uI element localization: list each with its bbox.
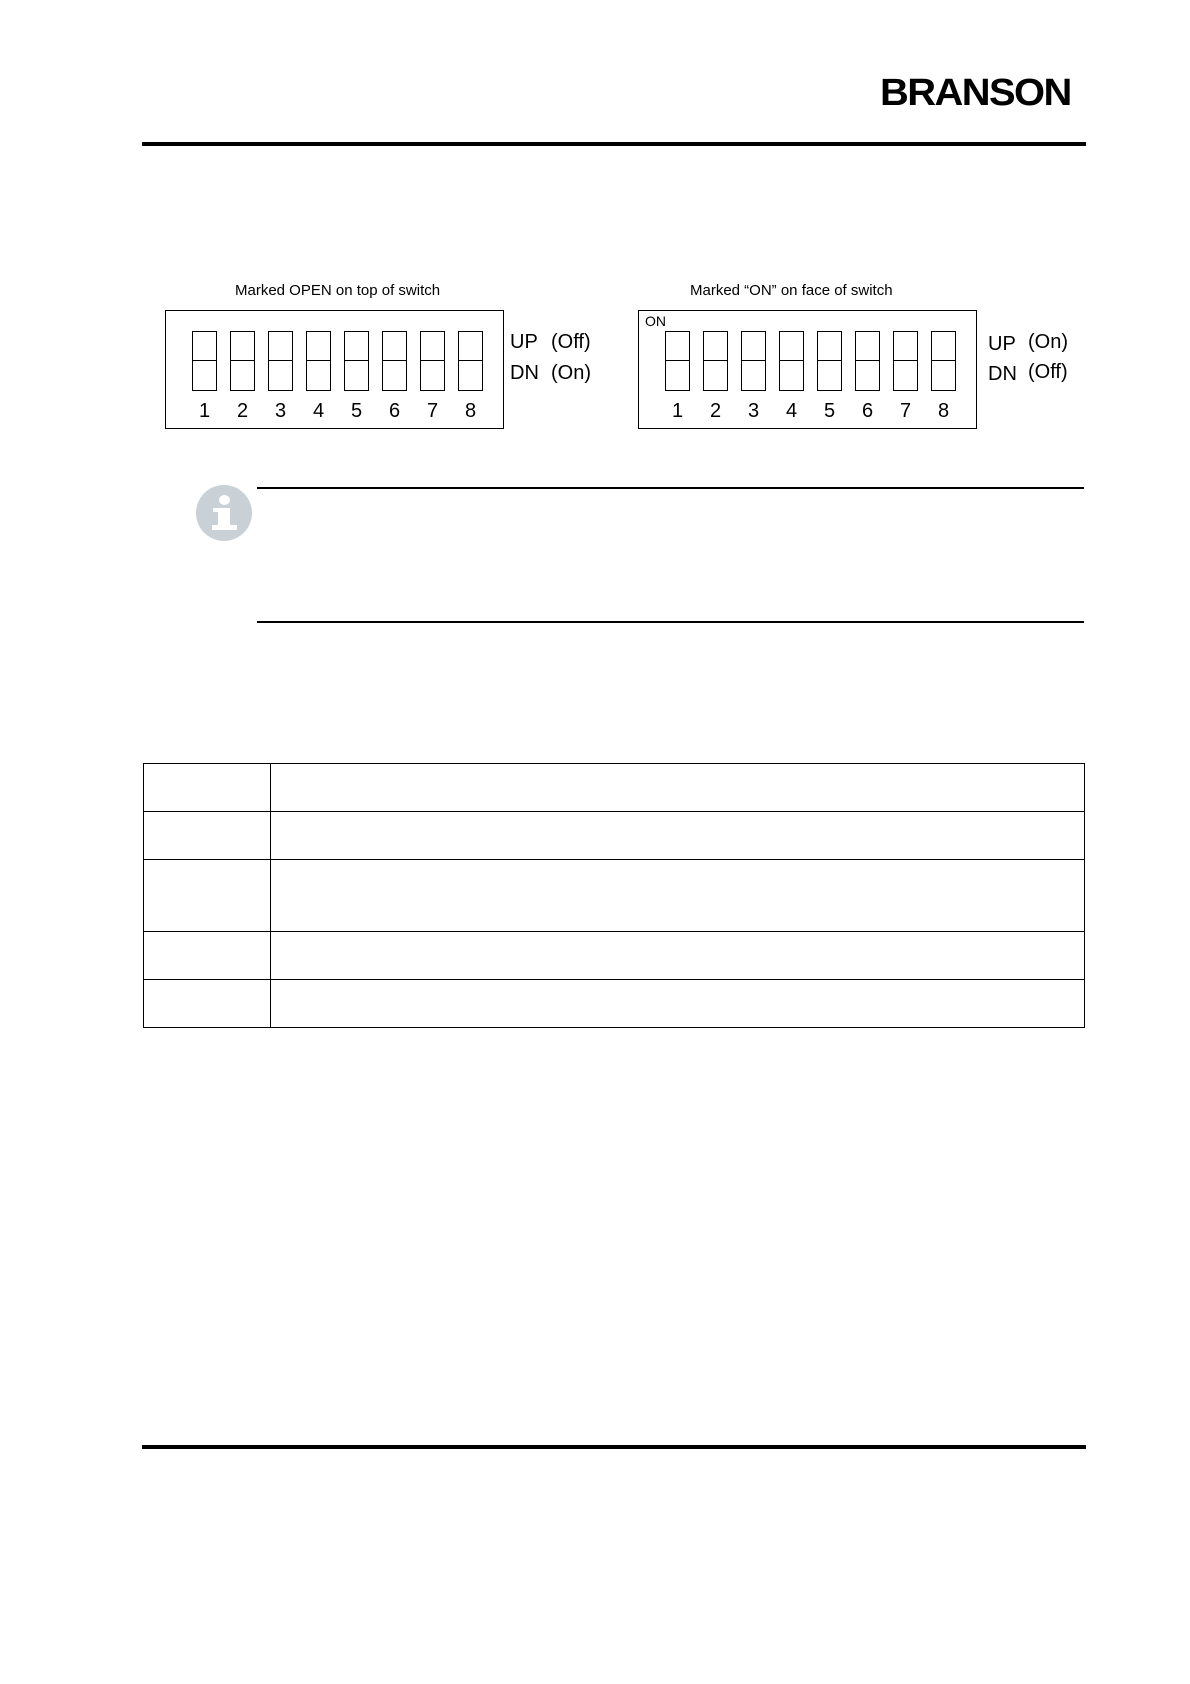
switch-2-rocker-6 xyxy=(855,331,880,391)
note-top-rule xyxy=(257,487,1084,489)
note-bottom-rule xyxy=(257,621,1084,623)
switch-1-number: 1 xyxy=(198,400,211,422)
switch-1-up-label: UP xyxy=(510,331,538,353)
switch-1-caption: Marked OPEN on top of switch xyxy=(235,282,441,299)
switch-1-number: 4 xyxy=(312,400,325,422)
switch-1-down-label: DN xyxy=(510,362,539,384)
switch-1-rocker-2 xyxy=(230,331,255,391)
switch-2-number: 7 xyxy=(899,400,912,422)
switch-1-down-state: (On) xyxy=(551,362,591,384)
switch-2-down-state: (Off) xyxy=(1028,361,1068,383)
table-row xyxy=(144,812,1085,860)
switch-2-rocker-4 xyxy=(779,331,804,391)
switch-1-number: 5 xyxy=(350,400,363,422)
branson-logo: BRANSON xyxy=(880,72,1071,114)
switch-2-rocker-5 xyxy=(817,331,842,391)
switch-2-number: 2 xyxy=(709,400,722,422)
switch-2-number: 5 xyxy=(823,400,836,422)
settings-table xyxy=(143,763,1085,1028)
switch-2-number: 1 xyxy=(671,400,684,422)
switch-1-rocker-8 xyxy=(458,331,483,391)
switch-1-rocker-4 xyxy=(306,331,331,391)
switch-1-number: 6 xyxy=(388,400,401,422)
switch-2-number: 3 xyxy=(747,400,760,422)
switch-2-rocker-3 xyxy=(741,331,766,391)
switch-2-rocker-2 xyxy=(703,331,728,391)
info-icon xyxy=(196,485,252,541)
switch-1-rocker-1 xyxy=(192,331,217,391)
switch-1-number: 3 xyxy=(274,400,287,422)
switch-2-rocker-1 xyxy=(665,331,690,391)
switch-2-down-label: DN xyxy=(988,363,1017,385)
switch-1-number: 8 xyxy=(464,400,477,422)
dip-switch-2 xyxy=(638,310,977,429)
switch-2-number: 4 xyxy=(785,400,798,422)
switch-2-number: 6 xyxy=(861,400,874,422)
switch-1-rocker-3 xyxy=(268,331,293,391)
switch-2-on-marking: ON xyxy=(645,313,666,329)
switch-2-number: 8 xyxy=(937,400,950,422)
table-row xyxy=(144,980,1085,1028)
switch-1-rocker-5 xyxy=(344,331,369,391)
header-rule xyxy=(142,142,1086,146)
table-row xyxy=(144,932,1085,980)
switch-2-up-state: (On) xyxy=(1028,331,1068,353)
footer-rule xyxy=(142,1445,1086,1449)
switch-2-rocker-7 xyxy=(893,331,918,391)
table-row xyxy=(144,764,1085,812)
switch-1-rocker-6 xyxy=(382,331,407,391)
table-row xyxy=(144,860,1085,932)
switch-1-rocker-7 xyxy=(420,331,445,391)
switch-1-number: 2 xyxy=(236,400,249,422)
switch-1-number: 7 xyxy=(426,400,439,422)
switch-2-up-label: UP xyxy=(988,333,1016,355)
dip-switch-1 xyxy=(165,310,504,429)
switch-1-up-state: (Off) xyxy=(551,331,591,353)
switch-2-rocker-8 xyxy=(931,331,956,391)
switch-2-caption: Marked “ON” on face of switch xyxy=(690,282,893,299)
